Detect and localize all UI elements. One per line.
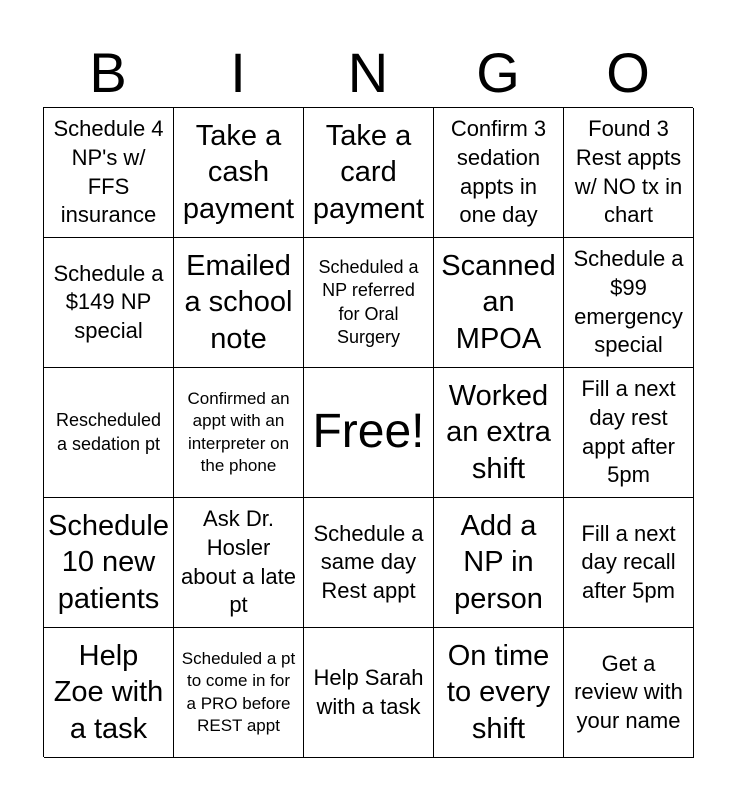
bingo-cell-text: Schedule 4 NP's w/ FFS insurance — [53, 116, 164, 228]
bingo-cell-r3-c1[interactable] — [44, 368, 174, 498]
bingo-cell-text: Fill a next day recall after 5pm — [581, 520, 676, 603]
bingo-cell-text: Found 3 Rest appts w/ NO tx in chart — [574, 116, 683, 228]
bingo-cell-r4-c5[interactable] — [564, 498, 694, 628]
bingo-cell-r1-c4[interactable] — [434, 108, 564, 238]
bingo-cell-text: On time to every shift — [446, 640, 551, 745]
bingo-cell-text: Ask Dr. Hosler about a late pt — [181, 506, 296, 618]
bingo-cell-r3-c5[interactable] — [564, 368, 694, 498]
bingo-cell-text: Take a card payment — [312, 120, 425, 225]
bingo-cell-text: Scanned an MPOA — [441, 250, 556, 355]
header-letter-i: I — [230, 41, 246, 104]
bingo-cell-text: Emailed a school note — [184, 250, 293, 355]
bingo-cell-text: Rescheduled a sedation pt — [55, 410, 162, 454]
header-letter-n: N — [347, 41, 389, 104]
bingo-cell-text: Schedule a $149 NP special — [53, 260, 164, 343]
header-letter-g: G — [476, 41, 520, 104]
bingo-cell-text: Confirm 3 sedation appts in one day — [450, 116, 547, 228]
bingo-cell-text: Get a review with your name — [574, 650, 683, 733]
bingo-cell-text: Schedule a $99 emergency special — [573, 246, 684, 358]
bingo-cell-text: Help Sarah with a task — [313, 664, 424, 719]
bingo-cell-text: Scheduled a pt to come in for a PRO before REST appt — [181, 649, 296, 735]
bingo-cell-r1-c2[interactable] — [174, 108, 304, 238]
bingo-cell-free[interactable] — [304, 368, 434, 498]
bingo-cell-r3-c4[interactable] — [434, 368, 564, 498]
free-space-text: Free! — [312, 405, 425, 459]
bingo-cell-r5-c3[interactable] — [304, 628, 434, 758]
bingo-cell-text: Schedule 10 new patients — [48, 510, 169, 615]
bingo-cell-r5-c5[interactable] — [564, 628, 694, 758]
bingo-cell-r2-c2[interactable] — [174, 238, 304, 368]
bingo-cell-text: Take a cash payment — [182, 120, 295, 225]
bingo-cell-r4-c2[interactable] — [174, 498, 304, 628]
bingo-cell-text: Confirmed an appt with an interpreter on the phone — [187, 389, 290, 475]
bingo-cell-text: Fill a next day rest appt after 5pm — [581, 376, 676, 488]
bingo-cell-text: Help Zoe with a task — [53, 640, 164, 745]
bingo-cell-r1-c1[interactable] — [44, 108, 174, 238]
bingo-cell-r4-c1[interactable] — [44, 498, 174, 628]
bingo-cell-text: Add a NP in person — [454, 510, 543, 615]
bingo-cell-r5-c1[interactable] — [44, 628, 174, 758]
bingo-cell-r4-c3[interactable] — [304, 498, 434, 628]
bingo-cell-text: Worked an extra shift — [446, 380, 551, 485]
bingo-cell-r4-c4[interactable] — [434, 498, 564, 628]
bingo-cell-r2-c3[interactable] — [304, 238, 434, 368]
bingo-board — [43, 107, 693, 757]
bingo-cell-text: Scheduled a NP referred for Oral Surgery — [318, 256, 419, 347]
header-letter-o: O — [606, 41, 650, 104]
bingo-cell-text: Schedule a same day Rest appt — [313, 520, 424, 603]
bingo-cell-r2-c4[interactable] — [434, 238, 564, 368]
bingo-cell-r5-c2[interactable] — [174, 628, 304, 758]
bingo-header — [43, 40, 693, 106]
bingo-cell-r1-c3[interactable] — [304, 108, 434, 238]
bingo-cell-r3-c2[interactable] — [174, 368, 304, 498]
bingo-cell-r2-c5[interactable] — [564, 238, 694, 368]
bingo-cell-r2-c1[interactable] — [44, 238, 174, 368]
bingo-cell-r5-c4[interactable] — [434, 628, 564, 758]
header-letter-b: B — [89, 41, 127, 104]
bingo-cell-r1-c5[interactable] — [564, 108, 694, 238]
